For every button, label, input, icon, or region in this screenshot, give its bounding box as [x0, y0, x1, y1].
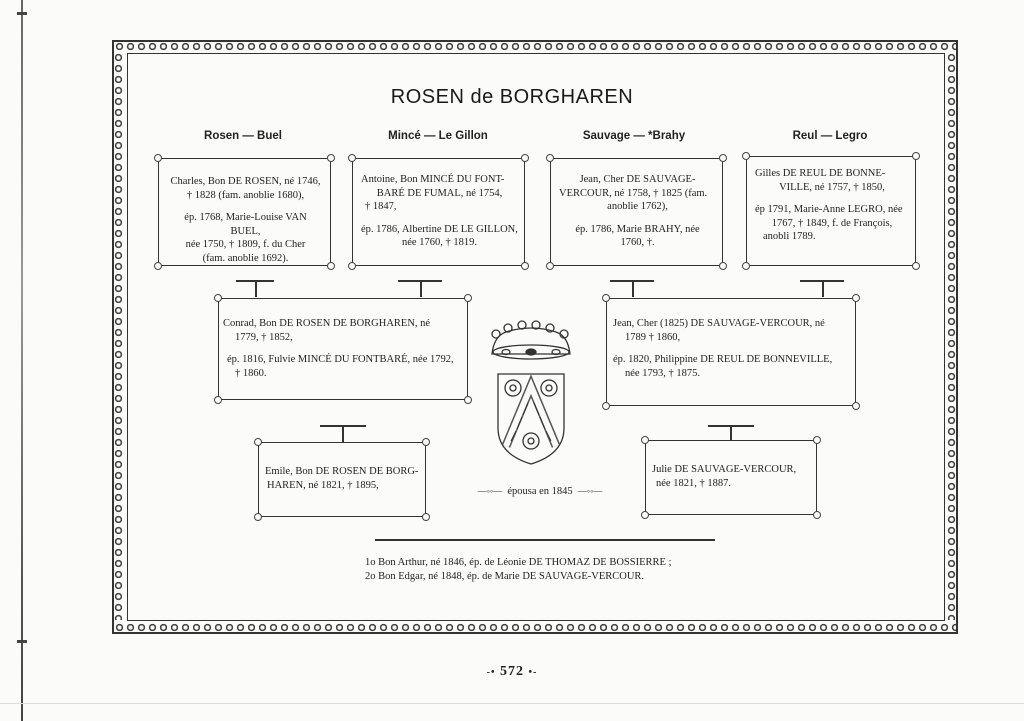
corner-ornament [464, 294, 472, 302]
ancestor-box [352, 158, 525, 266]
corner-ornament [852, 402, 860, 410]
text-line: Emile, Bon DE ROSEN DE BORG- [265, 466, 419, 477]
ancestor-box [550, 158, 723, 266]
text-line: ép. 1816, Fulvie MINCÉ DU FONTBARÉ, née 1792, [227, 354, 454, 365]
children-list [365, 556, 671, 583]
corner-ornament [348, 262, 356, 270]
text-line: Jean, Cher (1825) DE SAUVAGE-VERCOUR, né [613, 318, 825, 329]
child-box [645, 440, 817, 515]
page-fold [0, 703, 1024, 704]
ornament-icon: •- [528, 667, 538, 678]
text-line: anobli 1789. [763, 231, 816, 242]
text-line: 1760, †. [620, 237, 655, 248]
ornamental-border-right [946, 52, 957, 620]
corner-ornament [912, 262, 920, 270]
corner-ornament [214, 396, 222, 404]
ornamental-border-bottom [114, 622, 956, 633]
parent-box [606, 298, 856, 406]
corner-ornament [813, 511, 821, 519]
ornament-icon: -• [486, 667, 496, 678]
connector-line [255, 281, 257, 297]
corner-ornament [641, 436, 649, 444]
text-line: 1767, † 1849, f. de François, [771, 217, 893, 229]
text-line: † 1847, [365, 201, 397, 212]
corner-ornament [742, 262, 750, 270]
text-line: ép. 1768, Marie-Louise VAN BUEL, [184, 212, 307, 237]
column-head: Reul — Legro [792, 130, 868, 142]
text-line: ép. 1786, Albertine DE LE GILLON, [361, 223, 518, 235]
corner-ornament [719, 262, 727, 270]
corner-ornament [327, 154, 335, 162]
connector-line [420, 281, 422, 297]
corner-ornament [602, 402, 610, 410]
corner-ornament [521, 154, 529, 162]
text-line: VERCOUR, né 1758, † 1825 (fam. [559, 187, 708, 199]
text-line: ép. 1820, Philippine DE REUL DE BONNEVILLE, [613, 354, 833, 365]
text-line: née 1793, † 1875. [625, 367, 700, 379]
text-line: née 1760, † 1819. [402, 237, 477, 248]
corner-ornament [254, 438, 262, 446]
corner-ornament [214, 294, 222, 302]
coat-of-arms-icon [486, 316, 576, 468]
text-line: VILLE, né 1757, † 1850, [779, 181, 885, 193]
marriage-text: épousa en 1845 [507, 486, 573, 497]
parent-box [218, 298, 468, 400]
corner-ornament [602, 294, 610, 302]
text-line: BARÉ DE FUMAL, né 1754, [376, 187, 503, 199]
corner-ornament [327, 262, 335, 270]
corner-ornament [422, 513, 430, 521]
list-item: 2o Bon Edgar, né 1848, ép. de Marie DE SAUVAGE-VERCOUR. [365, 570, 645, 582]
marriage-label [460, 486, 620, 497]
connector-line [342, 426, 344, 442]
corner-ornament [719, 154, 727, 162]
connector-line [822, 281, 824, 297]
page-title: ROSEN de BORGHAREN [390, 86, 634, 108]
text-line: Gilles DE REUL DE BONNE- [755, 168, 886, 179]
corner-ornament [464, 396, 472, 404]
page-number-value: 572 [500, 664, 524, 679]
text-line: Jean, Cher DE SAUVAGE- [579, 174, 696, 185]
text-line: 1789 † 1860, [625, 331, 681, 343]
corner-ornament [521, 262, 529, 270]
corner-ornament [154, 262, 162, 270]
text-line: née 1750, † 1809, f. du Cher [185, 239, 306, 250]
corner-ornament [641, 511, 649, 519]
text-line: (fam. anoblie 1692). [202, 252, 289, 264]
ornament-arrow-icon: —◦◦— [477, 486, 503, 496]
text-line: 1779, † 1852, [235, 331, 293, 343]
connector-line [632, 281, 634, 297]
child-box [258, 442, 426, 517]
ornamental-border-left [113, 52, 124, 620]
column-head: Rosen — Buel [204, 130, 282, 142]
text-line: Antoine, Bon MINCÉ DU FONT- [361, 174, 505, 185]
text-line: Charles, Bon DE ROSEN, né 1746, [170, 176, 321, 187]
corner-ornament [546, 262, 554, 270]
text-line: ép. 1786, Marie BRAHY, née [575, 223, 700, 235]
corner-ornament [852, 294, 860, 302]
text-line: Julie DE SAUVAGE-VERCOUR, [652, 464, 797, 475]
text-line: † 1828 (fam. anoblie 1680), [186, 189, 305, 201]
ancestor-box [746, 156, 916, 266]
connector-line [730, 426, 732, 440]
corner-ornament [154, 154, 162, 162]
column-head: Sauvage — *Brahy [582, 130, 686, 142]
corner-ornament [912, 152, 920, 160]
text-line: † 1860. [235, 367, 267, 379]
column-head: Mincé — Le Gillon [388, 130, 488, 142]
corner-ornament [546, 154, 554, 162]
binding-mark [17, 12, 27, 15]
text-line: née 1821, † 1887. [656, 477, 731, 489]
ancestor-box [158, 158, 331, 266]
corner-ornament [422, 438, 430, 446]
list-item: 1o Bon Arthur, né 1846, ép. de Léonie DE THOMAZ DE BOSSIERRE ; [365, 557, 672, 568]
divider-line [375, 539, 715, 541]
text-line: Conrad, Bon DE ROSEN DE BORGHAREN, né [223, 318, 431, 329]
corner-ornament [742, 152, 750, 160]
text-line: HAREN, né 1821, † 1895, [267, 479, 379, 491]
corner-ornament [254, 513, 262, 521]
corner-ornament [348, 154, 356, 162]
corner-ornament [813, 436, 821, 444]
binding-mark [17, 640, 27, 643]
text-line: anoblie 1762), [607, 201, 668, 212]
ornament-arrow-icon: —◦◦— [577, 486, 603, 496]
ornamental-border-top [114, 41, 956, 52]
text-line: ép 1791, Marie-Anne LEGRO, née [755, 204, 903, 215]
page-number [0, 664, 1024, 680]
